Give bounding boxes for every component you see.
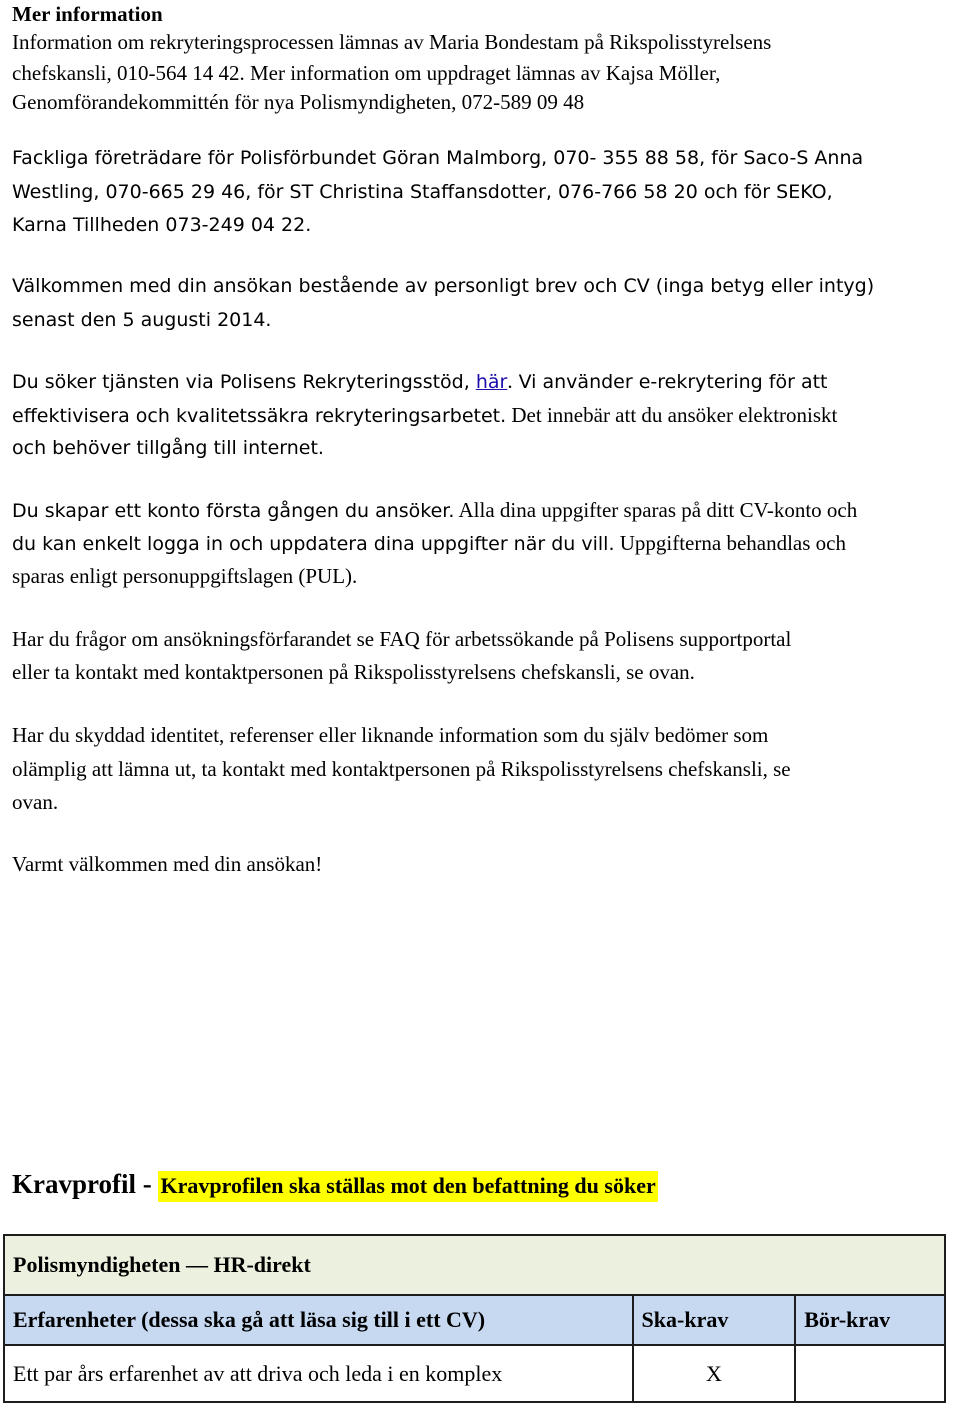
- column-header-bor-krav: Bör-krav: [795, 1295, 945, 1345]
- paragraph-line: Välkommen med din ansökan bestående av personligt brev och CV (inga betyg eller intyg): [12, 275, 875, 297]
- section-heading: Mer information: [12, 2, 163, 26]
- paragraph-line: [12, 369, 827, 394]
- kravprofil-heading: [12, 1168, 658, 1202]
- table-cell-text: Ett par års erfarenhet av att driva och leda i en komplex: [4, 1345, 633, 1402]
- text-segment: .: [507, 369, 513, 393]
- table-cell-ska: X: [633, 1345, 796, 1402]
- paragraph-line: Information om rekryteringsprocessen lämnas av Maria Bondestam på Rikspolisstyrelsens: [12, 30, 772, 54]
- text-segment: Du söker tjänsten via Polisens Rekryteringsstöd,: [12, 371, 476, 393]
- paragraph-line: eller ta kontakt med kontaktpersonen på Rikspolisstyrelsens chefskansli, se ovan.: [12, 660, 695, 684]
- recruitment-link[interactable]: här: [475, 371, 508, 393]
- text-segment: Du skapar ett konto första gången du ansöker.: [12, 500, 455, 522]
- column-header-ska-krav: Ska-krav: [633, 1295, 796, 1345]
- table-title: Polismyndigheten — HR-direkt: [4, 1235, 945, 1295]
- text-segment: Vi använder e-rekrytering för att: [512, 371, 828, 393]
- paragraph-line: chefskansli, 010-564 14 42. Mer information om uppdraget lämnas av Kajsa Möller,: [12, 61, 721, 85]
- requirements-table: [3, 1234, 946, 1403]
- table-cell-bor: [795, 1345, 945, 1402]
- text-segment: effektivisera och kvalitetssäkra rekryteringsarbetet.: [12, 405, 507, 427]
- paragraph-line: [12, 403, 837, 428]
- paragraph-line: Har du skyddad identitet, referenser eller liknande information som du själv bedömer som: [12, 723, 769, 747]
- paragraph-line: olämplig att lämna ut, ta kontakt med kontaktpersonen på Rikspolisstyrelsens chefskansli, se: [12, 757, 791, 781]
- paragraph-line: sparas enligt personuppgiftslagen (PUL).: [12, 564, 358, 588]
- paragraph-line: [12, 531, 846, 556]
- table-row: [4, 1345, 945, 1402]
- text-segment: Alla dina uppgifter sparas på ditt CV-konto och: [454, 498, 858, 522]
- paragraph-line: Westling, 070-665 29 46, för ST Christina Staffansdotter, 076-766 58 20 och för SEKO,: [12, 181, 833, 203]
- text-segment: du kan enkelt logga in och uppdatera dina uppgifter när du vill.: [12, 533, 615, 555]
- paragraph-line: ovan.: [12, 790, 59, 814]
- paragraph-line: och behöver tillgång till internet.: [12, 437, 324, 459]
- table-header-row: [4, 1295, 945, 1345]
- text-segment: Uppgifterna behandlas och: [614, 531, 846, 555]
- column-header-erfarenheter: Erfarenheter (dessa ska gå att läsa sig till i ett CV): [4, 1295, 633, 1345]
- paragraph-line: [12, 498, 857, 523]
- paragraph-line: Fackliga företrädare för Polisförbundet Göran Malmborg, 070- 355 88 58, för Saco-S Anna: [12, 147, 864, 169]
- paragraph-line: Varmt välkommen med din ansökan!: [12, 852, 323, 876]
- text-segment: Det innebär att du ansöker elektroniskt: [506, 403, 838, 427]
- kravprofil-highlight: Kravprofilen ska ställas mot den befattning du söker: [158, 1171, 657, 1202]
- paragraph-line: senast den 5 augusti 2014.: [12, 309, 272, 331]
- kravprofil-title: Kravprofil -: [12, 1169, 159, 1199]
- paragraph-line: Har du frågor om ansökningsförfarandet se FAQ för arbetssökande på Polisens supportportal: [12, 627, 792, 651]
- paragraph-line: Genomförandekommittén för nya Polismyndigheten, 072-589 09 48: [12, 90, 585, 114]
- table-title-row: [4, 1235, 945, 1295]
- paragraph-line: Karna Tillheden 073-249 04 22.: [12, 214, 312, 236]
